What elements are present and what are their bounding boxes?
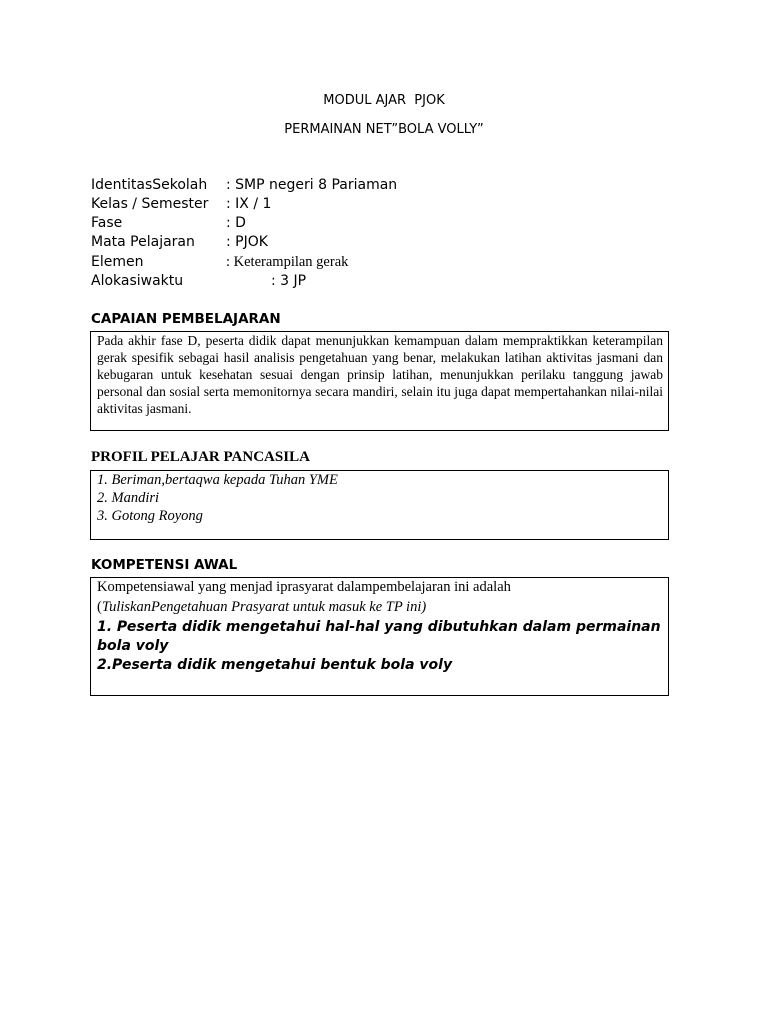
profil-item: 3. Gotong Royong xyxy=(97,508,203,524)
kompetensi-item: 2.Peserta didik mengetahui bentuk bola voly xyxy=(97,657,453,673)
profil-box xyxy=(90,470,669,540)
profil-item: 1. Beriman,bertaqwa kepada Tuhan YME xyxy=(97,472,338,488)
capaian-box xyxy=(90,331,669,431)
document-title: MODUL AJAR PJOK xyxy=(323,93,445,108)
identity-label: Fase xyxy=(91,215,123,231)
kompetensi-intro: Kompetensiawal yang menjad iprasyarat dalampembelajaran ini adalah xyxy=(97,579,511,595)
identity-value: : PJOK xyxy=(226,234,268,250)
kompetensi-note-text: TuliskanPengetahuan Prasyarat untuk masuk ke TP ini) xyxy=(101,599,427,615)
capaian-heading: CAPAIAN PEMBELAJARAN xyxy=(91,311,281,327)
document-subtitle: PERMAINAN NET”BOLA VOLLY” xyxy=(284,122,484,137)
identity-label: Elemen xyxy=(91,254,144,270)
identity-label: Kelas / Semester xyxy=(91,196,209,212)
kompetensi-box xyxy=(90,577,669,696)
kompetensi-note-prefix: ( xyxy=(97,599,102,615)
kompetensi-heading: KOMPETENSI AWAL xyxy=(91,557,238,573)
profil-item: 2. Mandiri xyxy=(97,490,160,506)
profil-heading: PROFIL PELAJAR PANCASILA xyxy=(91,449,310,465)
kompetensi-item: 1. Peserta didik mengetahui hal-hal yang dibutuhkan dalam permainan bola voly xyxy=(97,619,661,654)
capaian-text: Pada akhir fase D, peserta didik dapat menunjukkan kemampuan dalam mempraktikkan keterampilan gerak spesifik sebagai hasil analisis pengetahuan yang benar, melakukan latihan aktivitas jasmani dan kebugaran untuk kesehatan sesuai dengan prinsip latihan, menunjukkan perilaku tanggung jawab personal dan sosial serta memonitornya secara mandiri, selain itu juga dapat mempertahankan nilai-nilai aktivitas jasmani. xyxy=(97,333,663,416)
identity-value: : IX / 1 xyxy=(226,196,272,212)
identity-value: : SMP negeri 8 Pariaman xyxy=(226,177,398,193)
identity-label: IdentitasSekolah xyxy=(91,177,208,193)
identity-value: : D xyxy=(226,215,246,231)
identity-value: : Keterampilan gerak xyxy=(226,254,349,270)
identity-label: Mata Pelajaran xyxy=(91,234,195,250)
kompetensi-note xyxy=(91,597,668,618)
identity-label: Alokasiwaktu xyxy=(91,273,184,289)
identity-value: : 3 JP xyxy=(271,273,307,289)
